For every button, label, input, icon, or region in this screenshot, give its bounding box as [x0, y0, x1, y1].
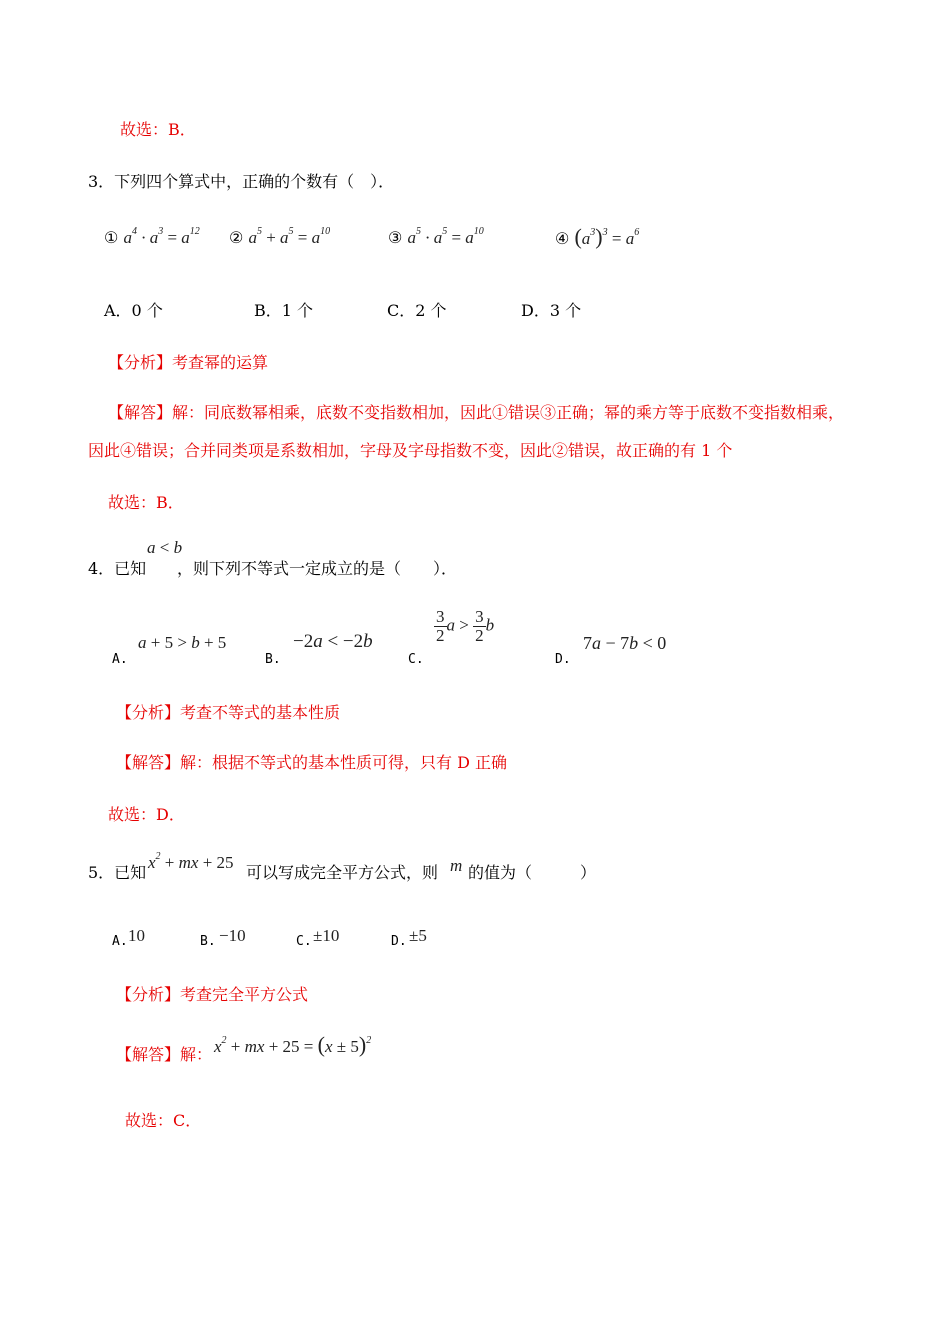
- q5-analysis-label: 【分析】: [116, 985, 181, 1004]
- q5-answer-expr: $x^2$ + mx + $25 = (x \pm 5)^2$: [214, 1032, 372, 1057]
- q4-stem-prefix: 4．已知: [88, 559, 147, 578]
- q3-option-b: B．1 个: [254, 301, 314, 320]
- q3-item-1-mark: ①: [104, 228, 119, 247]
- q4-option-b-expr: −2a < −2b: [293, 631, 373, 652]
- q5-option-c-value-text: ±10: [313, 926, 340, 945]
- q3-item-4: [555, 224, 639, 250]
- q4-option-c-letter: C.: [408, 652, 424, 667]
- q4-analysis: [116, 700, 340, 723]
- q3-stem: 3．下列四个算式中，正确的个数有（ ）．: [88, 172, 395, 191]
- q3-answer-text-1: 解：同底数幂相乘，底数不变指数相加，因此①错误③正确；幂的乘方等于底数不变指数相乘，: [172, 403, 845, 422]
- q5-option-c-letter: C.: [296, 934, 312, 949]
- q5-analysis-text: 考查完全平方公式: [180, 985, 309, 1004]
- q3-option-a: A．0 个: [104, 301, 163, 320]
- q3-choice: 故选：B．: [108, 493, 184, 512]
- q4-choice: 故选：D．: [108, 805, 185, 824]
- q5-analysis: [116, 982, 308, 1005]
- q3-item-1: [104, 228, 200, 248]
- q5-option-b-value-text: −10: [219, 926, 246, 945]
- q5-option-a-value: [128, 926, 145, 946]
- q4-answer-text: 解：根据不等式的基本性质可得，只有 D 正确: [180, 753, 508, 772]
- q3-item-2: [229, 228, 330, 248]
- q4-option-b-letter: B.: [265, 652, 281, 667]
- q4-option-a-expr: a + 5 > b + 5: [138, 633, 227, 652]
- q4-option-d-expr: 7a − 7b < 0: [583, 633, 667, 653]
- q3-option-d: D．3 个: [521, 301, 582, 320]
- q5-option-d-letter: D.: [391, 934, 407, 949]
- q5-stem-var: m: [450, 856, 463, 875]
- q5-answer-prefix: 解：: [180, 1045, 213, 1064]
- q5-stem-expr: $x^2$ + mx + 25: [148, 851, 234, 872]
- q5-choice: 故选：C．: [125, 1111, 202, 1130]
- q5-stem-mid: 可以写成完全平方公式，则: [246, 863, 439, 882]
- q5-option-d-value: [409, 926, 427, 946]
- q5-option-a-letter: A.: [112, 934, 128, 949]
- q4-stem-suffix: ，则下列不等式一定成立的是（ ）．: [177, 559, 458, 578]
- q3-item-3-expr: $a^5 \cdot a^5 = a^{10}$: [407, 226, 484, 247]
- q4-option-c-expr: $\frac{3}{2}$ a > $\frac{3}{2}$ b: [436, 607, 495, 645]
- q5-option-d-value-text: ±5: [409, 926, 427, 945]
- q5-stem-suffix: 的值为（ ）: [468, 863, 597, 882]
- q3-answer-line1: [108, 400, 844, 423]
- q3-answer-label: 【解答】: [108, 403, 173, 422]
- q4-analysis-text: 考查不等式的基本性质: [180, 703, 341, 722]
- q5-option-a-value-text: 10: [128, 926, 145, 945]
- q5-stem-prefix: 5．已知: [88, 863, 147, 882]
- q3-analysis-label: 【分析】: [108, 353, 173, 372]
- q3-item-4-expr: $(a^3)^3 = a^6$: [574, 224, 640, 249]
- q4-answer-label: 【解答】: [116, 753, 181, 772]
- q4-option-a-letter: A.: [112, 652, 128, 667]
- q2-choice: 故选：B．: [120, 120, 196, 139]
- q5-answer: [116, 1042, 212, 1065]
- q3-item-2-expr: $a^5 + a^5 = a^{10}$: [248, 226, 331, 247]
- q3-analysis: [108, 350, 268, 373]
- q5-option-b-value: [219, 926, 246, 946]
- q4-condition: a < b: [147, 538, 183, 557]
- q3-item-3-mark: ③: [388, 228, 403, 247]
- q4-analysis-label: 【分析】: [116, 703, 181, 722]
- q3-item-4-mark: ④: [555, 229, 570, 248]
- q5-answer-label: 【解答】: [116, 1045, 181, 1064]
- q3-item-1-expr: $a^4 \cdot a^3 = a^{12}$: [123, 226, 200, 247]
- q3-item-3: [388, 228, 484, 248]
- q4-option-d-letter: D.: [555, 652, 571, 667]
- q4-answer: [116, 750, 507, 773]
- q3-option-c: C．2 个: [387, 301, 447, 320]
- q5-option-c-value: [313, 926, 339, 946]
- q5-option-b-letter: B.: [200, 934, 216, 949]
- q3-item-2-mark: ②: [229, 228, 244, 247]
- q3-answer-line2: 因此④错误；合并同类项是系数相加，字母及字母指数不变，因此②错误，故正确的有 1 个: [88, 441, 733, 460]
- q3-analysis-text: 考查幂的运算: [172, 353, 269, 372]
